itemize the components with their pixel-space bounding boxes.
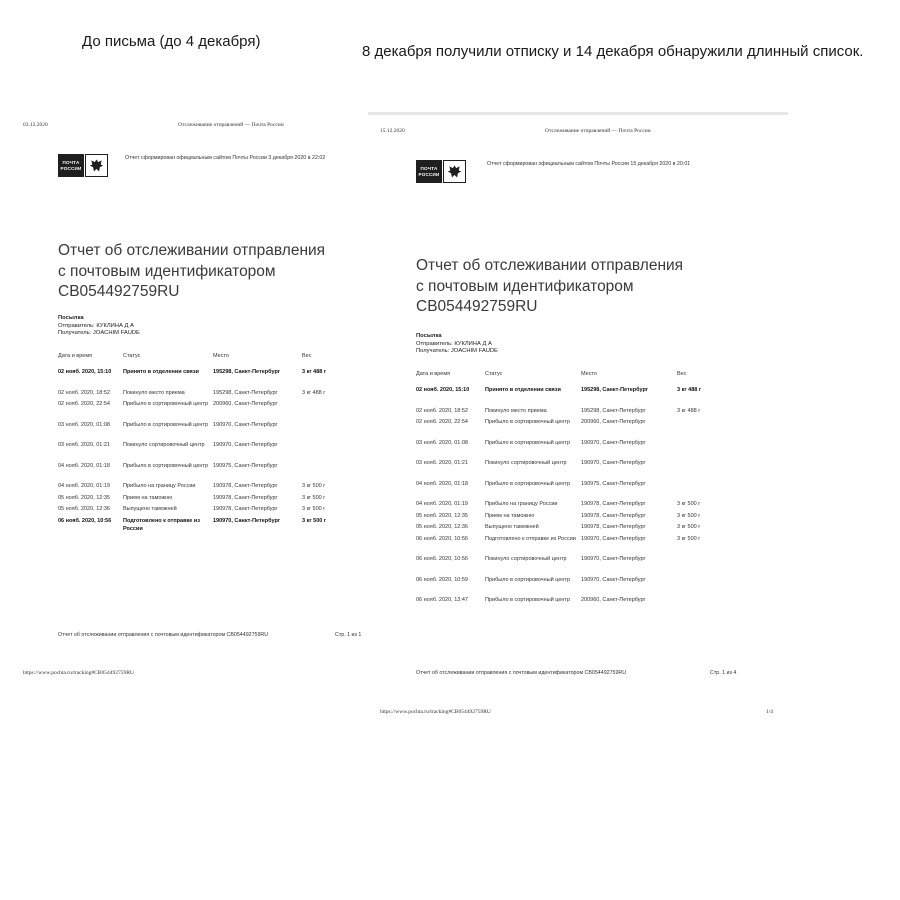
print-url: https://www.pochta.ru/tracking#CB054492759RU [23,670,134,676]
column-header-status: Статус [485,371,503,377]
cell-place: 190978, Санкт-Петербург [213,506,278,512]
cell-place: 190970, Санкт-Петербург [581,556,646,562]
cell-weight: 3 кг 500 г [302,517,327,524]
cell-date: 03 нояб. 2020, 01:21 [58,442,110,448]
table-header [58,352,358,368]
cell-status: Покинуло место приема [485,407,547,414]
cell-place: 195298, Санкт-Петербург [581,407,646,414]
cell-status: Прибыло в сортировочный центр [485,439,571,446]
cell-status: Прибыло в сортировочный центр [123,462,209,469]
cell-weight: 3 кг 488 г [302,369,327,375]
cell-weight: 3 кг 488 г [677,407,701,414]
shipment-meta [58,315,140,338]
cell-date: 02 нояб. 2020, 15:10 [58,369,112,375]
cell-place: 190970, Санкт-Петербург [581,535,646,542]
cell-status: Покинуло сортировочный центр [485,460,567,466]
report-footer: Отчет об отслеживании отправления с почтовым идентификатором CB054492759RU [58,632,269,638]
table-header [416,370,736,386]
table-row [416,407,736,419]
cell-date: 02 нояб. 2020, 18:52 [416,407,468,414]
cell-place: 190978, Санкт-Петербург [581,524,646,530]
cell-place: 200960, Санкт-Петербург [213,401,278,407]
table-row [58,482,358,494]
cell-status: Выпущено таможней [485,524,539,530]
table-row [58,421,358,442]
cell-weight: 3 кг 500 г [302,483,326,489]
print-date: 15.12.2020 [380,128,405,134]
cell-date: 04 нояб. 2020, 01:19 [58,483,110,489]
table-row [58,462,358,483]
eagle-emblem-icon [443,160,466,183]
cell-place: 190970, Санкт-Петербург [581,460,646,466]
cell-status: Прием на таможню [123,494,173,501]
cell-date: 04 нояб. 2020, 01:18 [416,480,468,487]
sender: Отправитель: КУКЛИНА Д А [58,322,134,329]
cell-date: 05 нояб. 2020, 12:35 [416,512,468,519]
table-row [416,386,736,407]
column-header-date: Дата и время [58,353,93,359]
cell-date: 05 нояб. 2020, 12:36 [416,524,468,530]
table-row [416,523,736,535]
table-row [416,576,736,597]
cell-status: Прибыло в сортировочный центр [485,419,571,425]
cell-status: Прибыло в сортировочный центр [123,401,209,407]
table-row [416,500,736,512]
eagle-emblem-icon [85,154,108,177]
cell-weight: 3 кг 500 г [677,512,701,519]
table-row [58,368,358,389]
cell-place: 195298, Санкт-Петербург [581,387,649,393]
cell-date: 04 нояб. 2020, 01:19 [416,501,468,507]
cell-date: 03 нояб. 2020, 01:08 [416,439,468,446]
caption-before-letter: До письма (до 4 декабря) [82,33,261,50]
cell-date: 02 нояб. 2020, 15:10 [416,387,470,393]
cell-place: 195298, Санкт-Петербург [213,369,281,375]
cell-status: Покинуло сортировочный центр [123,442,205,448]
cell-weight: 3 кг 488 г [677,387,702,393]
logo-wordmark: ПОЧТА РОССИИ [58,154,84,177]
page-number: Стр. 1 из 4 [710,670,737,676]
cell-place: 190978, Санкт-Петербург [213,494,278,501]
cell-place: 190978, Санкт-Петербург [581,501,646,507]
print-date: 03.12.2020 [23,122,48,128]
shipment-meta [416,333,498,356]
caption-after-letter: 8 декабря получили отписку и 14 декабря обнаружили длинный список. [362,43,864,60]
column-header-date: Дата и время [416,371,451,377]
report-page-before [20,112,370,682]
table-row [416,555,736,576]
table-row [58,441,358,462]
cell-date: 06 нояб. 2020, 13:47 [416,597,468,603]
cell-place: 190978, Санкт-Петербург [581,512,646,519]
cell-date: 04 нояб. 2020, 01:18 [58,462,110,469]
cell-date: 06 нояб. 2020, 10:56 [416,535,468,542]
cell-date: 02 нояб. 2020, 22:54 [58,401,110,407]
cell-status: Выпущено таможней [123,506,177,512]
pochta-logo [58,154,108,177]
cell-date: 06 нояб. 2020, 10:56 [416,556,468,562]
cell-weight: 3 кг 500 г [302,494,326,501]
cell-place: 200960, Санкт-Петербург [581,597,646,603]
cell-place: 190978, Санкт-Петербург [213,483,278,489]
shipment-kind: Посылка [58,315,84,321]
print-page-count: 1/4 [766,709,774,715]
cell-date: 03 нояб. 2020, 01:21 [416,460,468,466]
cell-status: Принято в отделении связи [123,369,199,375]
cell-date: 02 нояб. 2020, 22:54 [416,419,468,425]
cell-place: 190970, Санкт-Петербург [213,442,278,448]
cell-place: 190970, Санкт-Петербург [581,439,646,446]
column-header-place: Место [581,371,597,377]
tracking-table [58,352,358,537]
page-number: Стр. 1 из 1 [335,632,362,638]
table-row [58,494,358,506]
report-generated-note: Отчет сформирован официальным сайтом Почты России 15 декабря 2020 в 20:01 [487,161,691,167]
cell-status: Подготовлено к отправке из России [123,517,200,532]
table-row [58,517,358,538]
cell-date: 02 нояб. 2020, 18:52 [58,389,110,396]
cell-date: 05 нояб. 2020, 12:36 [58,506,110,512]
tracking-table [416,370,736,617]
cell-status: Прибыло в сортировочный центр [485,597,571,603]
cell-place: 190975, Санкт-Петербург [213,462,278,469]
column-header-place: Место [213,353,229,359]
cell-date: 06 нояб. 2020, 10:56 [58,517,112,524]
report-page-after [368,112,788,725]
table-row [58,389,358,401]
table-row [58,400,358,421]
sender: Отправитель: КУКЛИНА Д А [416,340,492,347]
column-header-weight: Вес [677,371,687,377]
cell-place: 190970, Санкт-Петербург [581,576,646,583]
cell-weight: 3 кг 500 г [302,506,326,512]
table-row [416,480,736,501]
cell-status: Прибыло в сортировочный центр [123,421,209,428]
cell-weight: 3 кг 500 г [677,524,701,530]
logo-wordmark: ПОЧТА РОССИИ [416,160,442,183]
recipient: Получатель: JOACHIM FAUDE [58,330,140,337]
recipient: Получатель: JOACHIM FAUDE [416,348,498,355]
table-row [58,505,358,517]
cell-weight: 3 кг 488 г [302,389,326,396]
cell-place: 200960, Санкт-Петербург [581,419,646,425]
cell-status: Принято в отделении связи [485,387,561,393]
report-generated-note: Отчет сформирован официальным сайтом Почты России 3 декабря 2020 в 22:02 [125,155,326,161]
cell-status: Покинуло сортировочный центр [485,556,567,562]
cell-status: Прибыло на границу России [485,501,558,507]
cell-weight: 3 кг 500 г [677,501,701,507]
cell-place: 190970, Санкт-Петербург [213,517,281,524]
print-header-title: Отслеживание отправлений — Почта России [178,122,284,128]
cell-status: Прибыло в сортировочный центр [485,480,571,487]
cell-weight: 3 кг 500 г [677,535,701,542]
column-header-status: Статус [123,353,141,359]
cell-place: 195298, Санкт-Петербург [213,389,278,396]
print-url: https://www.pochta.ru/tracking#CB054492759RU [380,709,491,715]
table-row [416,596,736,617]
table-row [416,418,736,439]
report-title: Отчет об отслеживании отправления с почтовым идентификатором CB054492759RU [416,257,684,315]
column-header-weight: Вес [302,353,312,359]
cell-date: 05 нояб. 2020, 12:35 [58,494,110,501]
report-title: Отчет об отслеживании отправления с почтовым идентификатором CB054492759RU [58,242,326,300]
print-header-title: Отслеживание отправлений — Почта России [545,128,651,134]
table-row [416,535,736,556]
table-row [416,512,736,524]
cell-place: 190970, Санкт-Петербург [213,421,278,428]
cell-status: Подготовлено к отправке из России [485,535,576,542]
table-row [416,459,736,480]
cell-status: Покинуло место приема [123,389,185,396]
cell-status: Прием на таможню [485,512,535,519]
cell-place: 190975, Санкт-Петербург [581,480,646,487]
cell-status: Прибыло в сортировочный центр [485,576,571,583]
report-footer: Отчет об отслеживании отправления с почтовым идентификатором CB054492759RU [416,670,627,676]
cell-status: Прибыло на границу России [123,483,196,489]
cell-date: 06 нояб. 2020, 10:59 [416,576,468,583]
table-row [416,439,736,460]
cell-date: 03 нояб. 2020, 01:08 [58,421,110,428]
pochta-logo [416,160,466,183]
shipment-kind: Посылка [416,333,442,339]
